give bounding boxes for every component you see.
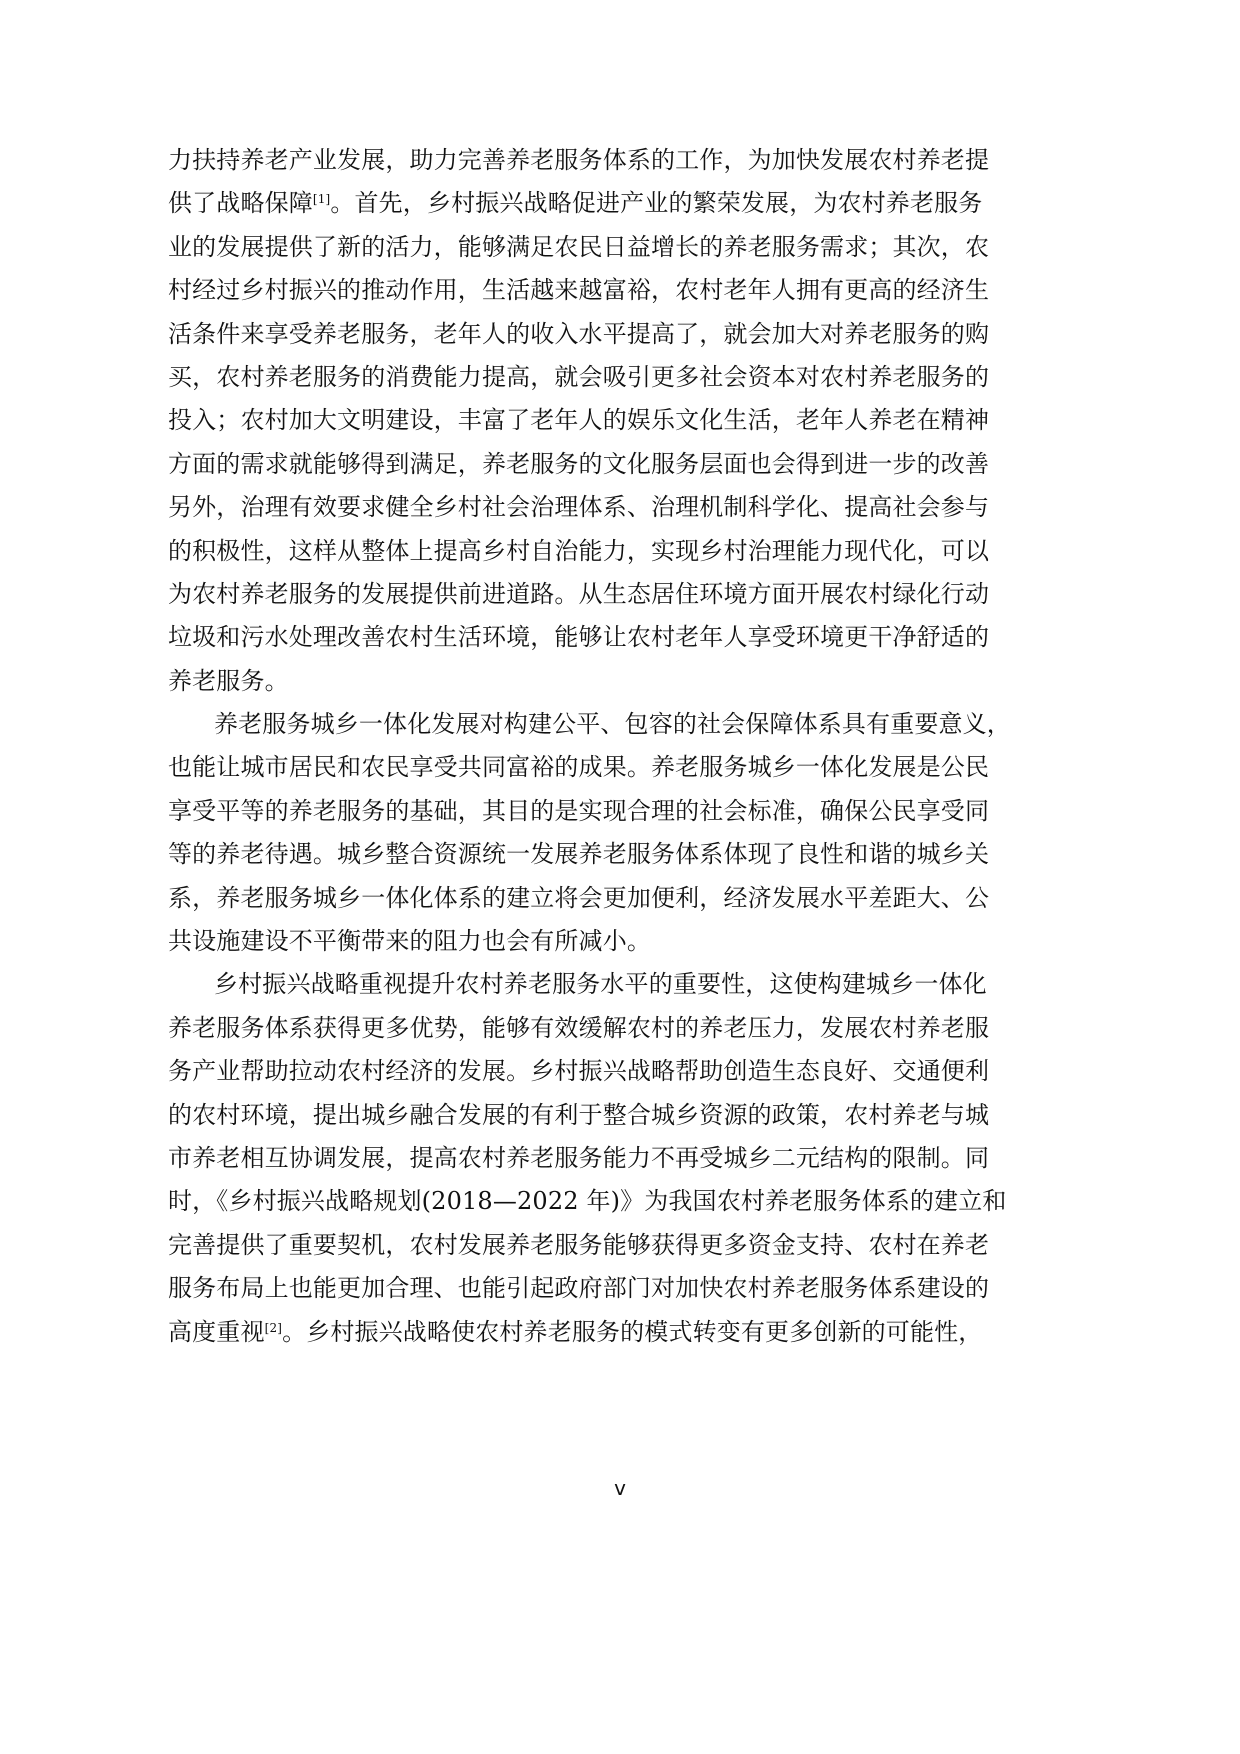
paragraph — [168, 703, 1068, 963]
text-line: 垃圾和污水处理改善农村生活环境，能够让农村老年人享受环境更干净舒适的 — [168, 623, 990, 652]
text-line: 时，《乡村振兴战略规划(2018—2022 年)》为我国农村养老服务体系的建立和 — [168, 1187, 1007, 1216]
text-span: 供了战略保障 — [168, 189, 313, 218]
text-line: 业的发展提供了新的活力，能够满足农民日益增长的养老服务需求；其次，农 — [168, 232, 990, 261]
text-line — [168, 182, 1068, 225]
paragraph — [168, 139, 1068, 703]
text-line: 养老服务。 — [168, 666, 289, 695]
text-line: 投入；农村加大文明建设，丰富了老年人的娱乐文化生活，老年人养老在精神 — [168, 406, 990, 435]
text-line: 务产业帮助拉动农村经济的发展。乡村振兴战略帮助创造生态良好、交通便利 — [168, 1057, 990, 1086]
text-line: 活条件来享受养老服务，老年人的收入水平提高了，就会加大对养老服务的购 — [168, 319, 990, 348]
text-line: 另外，治理有效要求健全乡村社会治理体系、治理机制科学化、提高社会参与 — [168, 493, 990, 522]
text-line: 买，农村养老服务的消费能力提高，就会吸引更多社会资本对农村养老服务的 — [168, 362, 990, 391]
text-line: 也能让城市居民和农民享受共同富裕的成果。养老服务城乡一体化发展是公民 — [168, 753, 990, 782]
text-line: 服务布局上也能更加合理、也能引起政府部门对加快农村养老服务体系建设的 — [168, 1274, 990, 1303]
text-line — [168, 1311, 1068, 1354]
text-line: 的积极性，这样从整体上提高乡村自治能力，实现乡村治理能力现代化，可以 — [168, 536, 990, 565]
text-line: 市养老相互协调发展，提高农村养老服务能力不再受城乡二元结构的限制。同 — [168, 1143, 990, 1172]
text-line: 养老服务体系获得更多优势，能够有效缓解农村的养老压力，发展农村养老服 — [168, 1013, 990, 1042]
text-span: 。首先，乡村振兴战略促进产业的繁荣发展，为农村养老服务 — [330, 189, 983, 218]
text-line: 的农村环境，提出城乡融合发展的有利于整合城乡资源的政策，农村养老与城 — [168, 1100, 990, 1129]
text-span: 高度重视 — [168, 1317, 265, 1346]
text-line: 方面的需求就能够得到满足，养老服务的文化服务层面也会得到进一步的改善 — [168, 449, 990, 478]
text-line: 完善提供了重要契机，农村发展养老服务能够获得更多资金支持、农村在养老 — [168, 1230, 990, 1259]
text-line: 系，养老服务城乡一体化体系的建立将会更加便利，经济发展水平差距大、公 — [168, 883, 990, 912]
text-span: 。乡村振兴战略使农村养老服务的模式转变有更多创新的可能性， — [282, 1317, 983, 1346]
text-line: 共设施建设不平衡带来的阻力也会有所减小。 — [168, 927, 651, 956]
citation-reference[interactable]: [1] — [312, 192, 331, 207]
text-line: 力扶持养老产业发展，助力完善养老服务体系的工作，为加快发展农村养老提 — [168, 146, 990, 174]
page-number: v — [614, 1476, 626, 1500]
text-line: 村经过乡村振兴的推动作用，生活越来越富裕，农村老年人拥有更高的经济生 — [168, 276, 990, 305]
text-line: 养老服务城乡一体化发展对构建公平、包容的社会保障体系具有重要意义， — [214, 710, 1011, 739]
document-body — [168, 139, 1068, 1354]
text-line: 等的养老待遇。城乡整合资源统一发展养老服务体系体现了良性和谐的城乡关 — [168, 840, 990, 869]
text-line: 乡村振兴战略重视提升农村养老服务水平的重要性，这使构建城乡一体化 — [214, 970, 987, 999]
text-line: 享受平等的养老服务的基础，其目的是实现合理的社会标准，确保公民享受同 — [168, 796, 990, 825]
citation-reference[interactable]: [2] — [264, 1320, 283, 1335]
paragraph — [168, 963, 1068, 1354]
text-line: 为农村养老服务的发展提供前进道路。从生态居住环境方面开展农村绿化行动 — [168, 579, 990, 608]
